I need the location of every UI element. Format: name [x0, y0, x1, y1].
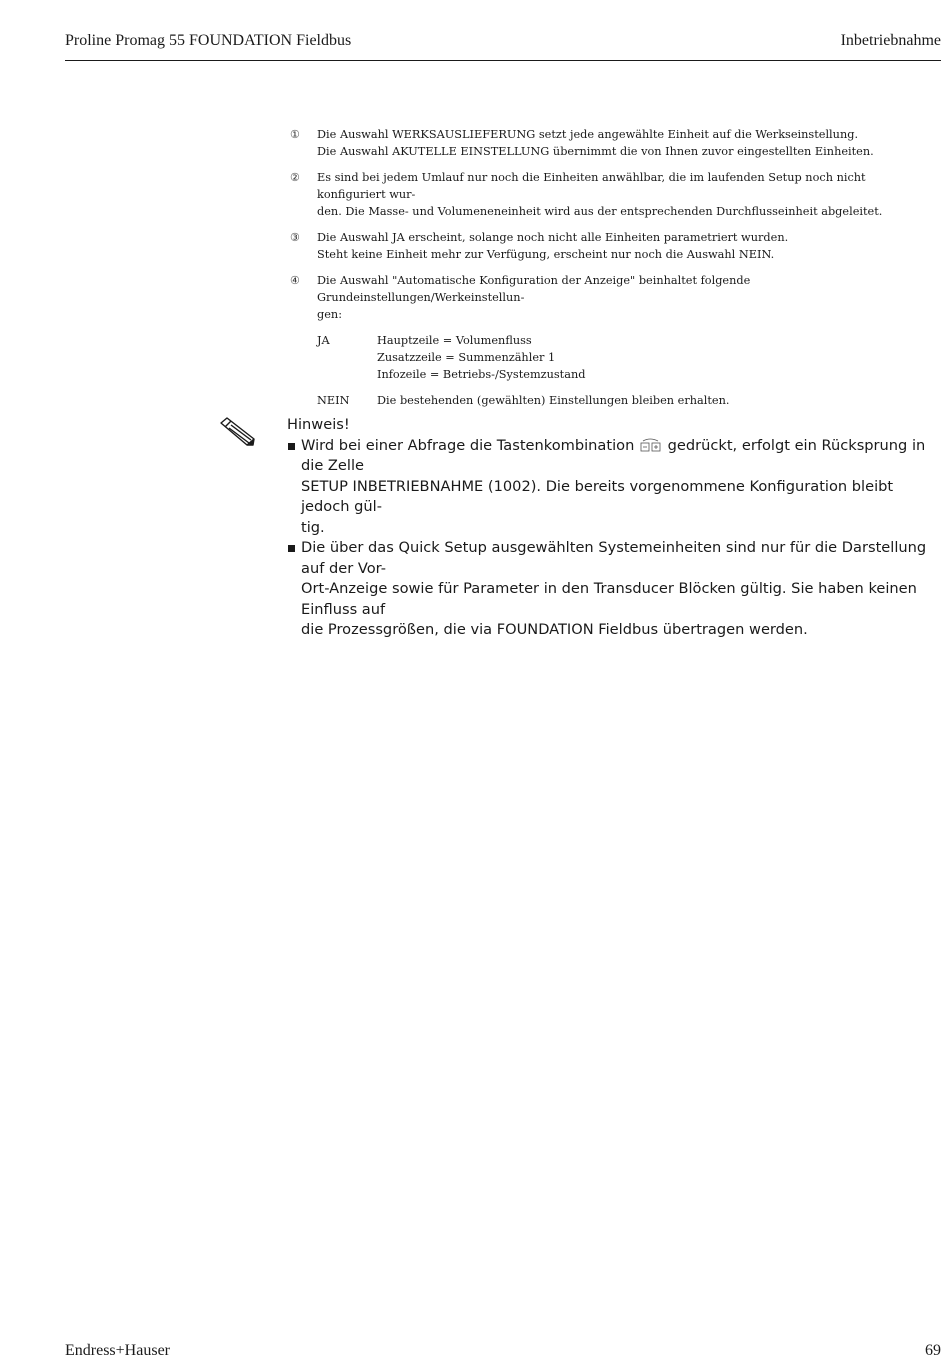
- option-value: Zusatzzeile = Summenzähler 1: [377, 351, 556, 364]
- header-title: Proline Promag 55 FOUNDATION Fieldbus: [65, 32, 352, 49]
- hint-line: die Prozessgrößen, die via FOUNDATION Fieldbus übertragen werden.: [301, 621, 808, 638]
- hint-line: SETUP INBETRIEBNAHME (1002). Die bereits vorgenommene Konfiguration bleibt jedoch gül-: [301, 477, 894, 515]
- footnote-number: ④: [290, 274, 300, 287]
- footnote-4: [290, 272, 930, 409]
- footnote-2: [290, 169, 930, 220]
- header-divider: [65, 60, 941, 61]
- option-value: Die bestehenden (gewählten) Einstellungen bleiben erhalten.: [377, 394, 730, 407]
- hint-line: Ort-Anzeige sowie für Parameter in den Transducer Blöcken gültig. Sie haben keinen Einfluss auf: [301, 580, 917, 618]
- option-values: [377, 392, 930, 409]
- bullet-square-icon: [288, 443, 295, 450]
- hint-text: Wird bei einer Abfrage die Tastenkombination: [301, 436, 635, 454]
- option-key: NEIN: [317, 394, 350, 407]
- option-nein: [317, 392, 930, 409]
- footnote-line: Die Auswahl WERKSAUSLIEFERUNG setzt jede angewählte Einheit auf die Werkseinstellung.: [317, 128, 859, 141]
- footnote-number: ③: [290, 231, 300, 244]
- hint-line: Die über das Quick Setup ausgewählten Systemeinheiten sind nur für die Darstellung auf der Vor-: [301, 539, 927, 577]
- option-value: Hauptzeile = Volumenfluss: [377, 334, 532, 347]
- footnote-number: ①: [290, 128, 300, 141]
- footnote-line: Die Auswahl AKUTELLE EINSTELLUNG übernimmt die von Ihnen zuvor eingestellten Einheiten.: [317, 145, 874, 158]
- hint-line: [301, 436, 941, 477]
- footer-brand: Endress+Hauser: [65, 1342, 170, 1359]
- footnote-3: [290, 229, 930, 263]
- plus-minus-keys-icon: [639, 438, 663, 452]
- option-value: Infozeile = Betriebs-/Systemzustand: [377, 368, 586, 381]
- hint-title: Hinweis!: [287, 416, 350, 433]
- pencil-icon: [218, 415, 258, 449]
- option-ja: [317, 332, 930, 383]
- footnote-line: Es sind bei jedem Umlauf nur noch die Einheiten anwählbar, die im laufenden Setup noch nicht konfiguriert wur-: [317, 171, 866, 201]
- hint-text: gedrückt, erfolgt ein Rücksprung in die Zelle: [301, 436, 926, 474]
- footnote-1: [290, 126, 930, 160]
- footnote-line: Steht keine Einheit mehr zur Verfügung, erscheint nur noch die Auswahl NEIN.: [317, 248, 775, 261]
- page-number: 69: [925, 1342, 941, 1359]
- hint-line: tig.: [301, 518, 325, 536]
- hint-box: [287, 415, 941, 641]
- footnote-list: [290, 126, 930, 418]
- footnote-number: ②: [290, 171, 300, 184]
- footnote-line: Die Auswahl JA erscheint, solange noch nicht alle Einheiten parametriert wurden.: [317, 231, 789, 244]
- option-values: [377, 332, 930, 383]
- hint-bullet-1: [287, 436, 941, 539]
- footnote-line: Die Auswahl "Automatische Konfiguration der Anzeige" beinhaltet folgende Grundeinstellungen/Werkeinstellun-: [317, 274, 751, 304]
- footnote-line: den. Die Masse- und Volumeneneinheit wird aus der entsprechenden Durchflusseinheit abgeleitet.: [317, 205, 883, 218]
- header-section: Inbetriebnahme: [840, 32, 941, 49]
- option-key: JA: [317, 334, 330, 347]
- footnote-line: gen:: [317, 308, 342, 321]
- bullet-square-icon: [288, 545, 295, 552]
- hint-bullet-2: [287, 538, 941, 641]
